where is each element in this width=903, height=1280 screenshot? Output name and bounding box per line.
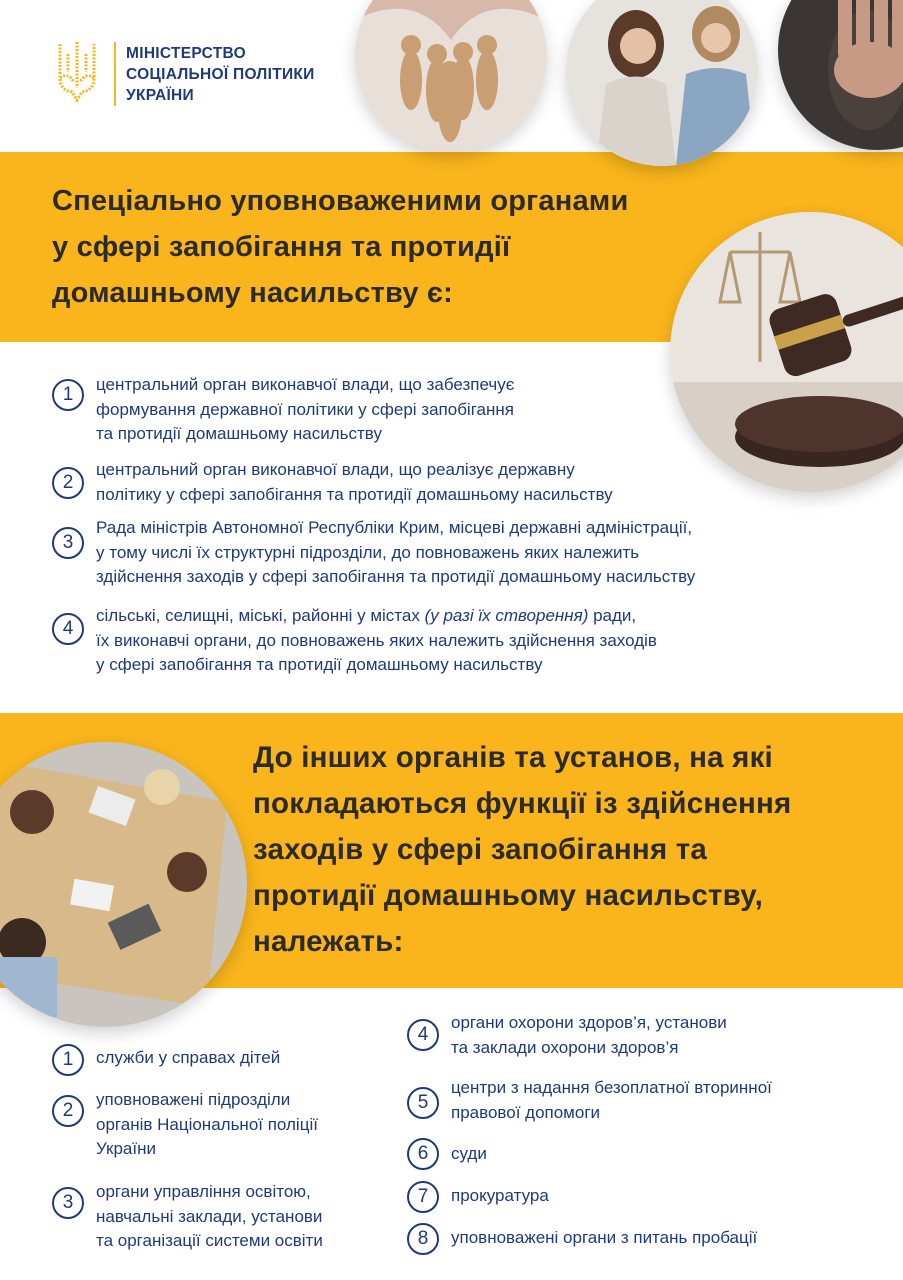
item-line <box>96 604 657 629</box>
item-number-badge: 2 <box>52 1095 84 1127</box>
section1-item-2 <box>96 458 613 507</box>
item-line: у сфері запобігання та протидії домашньому насильству <box>96 655 543 674</box>
item-number-badge: 4 <box>52 613 84 645</box>
item-line: органи управління освітою, <box>96 1182 311 1201</box>
section2-item-1 <box>96 1046 280 1071</box>
item-line: та організації системи освіти <box>96 1231 323 1250</box>
item-number-badge: 6 <box>407 1138 439 1170</box>
ministry-name-line: УКРАЇНИ <box>126 86 194 104</box>
section1-title-line: у сфері запобігання та протидії <box>52 231 511 263</box>
item-number-badge: 3 <box>52 1187 84 1219</box>
item-line: служби у справах дітей <box>96 1048 281 1067</box>
section2-item-5 <box>451 1076 772 1125</box>
photo-comforting-women <box>566 0 758 166</box>
section2-item-6 <box>451 1142 487 1167</box>
item-line: уповноважені органи з питань пробації <box>451 1228 758 1247</box>
item-line: суди <box>451 1144 487 1163</box>
item-line: їх виконавчі органи, до повноважень яких належить здійснення заходів <box>96 630 657 650</box>
ministry-name-line: МІНІСТЕРСТВО <box>126 44 247 62</box>
item-number-badge: 7 <box>407 1181 439 1213</box>
item-line: Рада міністрів Автономної Республіки Крим, місцеві державні адміністрації, <box>96 518 693 537</box>
section2-item-7 <box>451 1184 549 1209</box>
ministry-name <box>126 43 315 106</box>
item-line: політику у сфері запобігання та протидії домашньому насильству <box>96 484 613 504</box>
item-line: органів Національної поліції <box>96 1114 318 1134</box>
photo-protecting-hands <box>355 0 547 152</box>
item-number-badge: 8 <box>407 1223 439 1255</box>
item-line: центри з надання безоплатної вторинної <box>451 1078 772 1097</box>
item-line: центральний орган виконавчої влади, що реалізує державну <box>96 460 575 479</box>
item-line: та заклади охорони здоров’я <box>451 1037 679 1057</box>
item-line-part: ради, <box>588 606 637 625</box>
item-number-badge: 5 <box>407 1087 439 1119</box>
section2-item-8 <box>451 1226 757 1251</box>
section1-title <box>52 178 692 316</box>
section1-item-3 <box>96 516 695 590</box>
item-line-part: сільські, селищні, міські, районні у містах <box>96 606 425 625</box>
item-line: та протидії домашньому насильству <box>96 424 382 443</box>
section1-item-4 <box>96 604 657 678</box>
section2-title <box>253 735 873 965</box>
item-line: правової допомоги <box>451 1102 601 1122</box>
item-line: України <box>96 1139 156 1158</box>
ministry-logo <box>52 38 315 110</box>
item-line: навчальні заклади, установи <box>96 1206 323 1226</box>
item-line-italic: (у разі їх створення) <box>424 606 589 625</box>
item-line: органи охорони здоров’я, установи <box>451 1013 727 1032</box>
item-line: у тому числі їх структурні підрозділи, до повноважень яких належить <box>96 542 640 562</box>
photo-stop-hand <box>778 0 903 150</box>
item-line: прокуратура <box>451 1186 549 1205</box>
section2-title-line: покладаються функції із здійснення <box>253 787 792 820</box>
item-line: центральний орган виконавчої влади, що забезпечує <box>96 375 515 394</box>
item-line: формування державної політики у сфері запобігання <box>96 399 514 419</box>
section2-title-line: До інших органів та установ, на які <box>253 741 773 774</box>
section2-title-line: заходів у сфері запобігання та <box>253 833 708 866</box>
logo-divider <box>114 42 116 106</box>
item-line: уповноважені підрозділи <box>96 1090 291 1109</box>
item-line: здійснення заходів у сфері запобігання та протидії домашньому насильству <box>96 567 696 586</box>
item-number-badge: 1 <box>52 1044 84 1076</box>
item-number-badge: 4 <box>407 1019 439 1051</box>
section2-item-4 <box>451 1011 727 1060</box>
section2-item-2 <box>96 1088 318 1162</box>
item-number-badge: 2 <box>52 467 84 499</box>
section1-title-line: домашньому насильству є: <box>52 277 453 309</box>
trident-icon <box>52 38 102 110</box>
section2-title-line: протидії домашньому насильству, <box>253 879 764 912</box>
section2-title-line: належать: <box>253 925 404 958</box>
section1-title-line: Спеціально уповноваженими органами <box>52 185 629 217</box>
section2-item-3 <box>96 1180 323 1254</box>
item-number-badge: 3 <box>52 527 84 559</box>
ministry-name-line: СОЦІАЛЬНОЇ ПОЛІТИКИ <box>126 65 315 83</box>
section1-item-1 <box>96 373 514 447</box>
item-number-badge: 1 <box>52 379 84 411</box>
